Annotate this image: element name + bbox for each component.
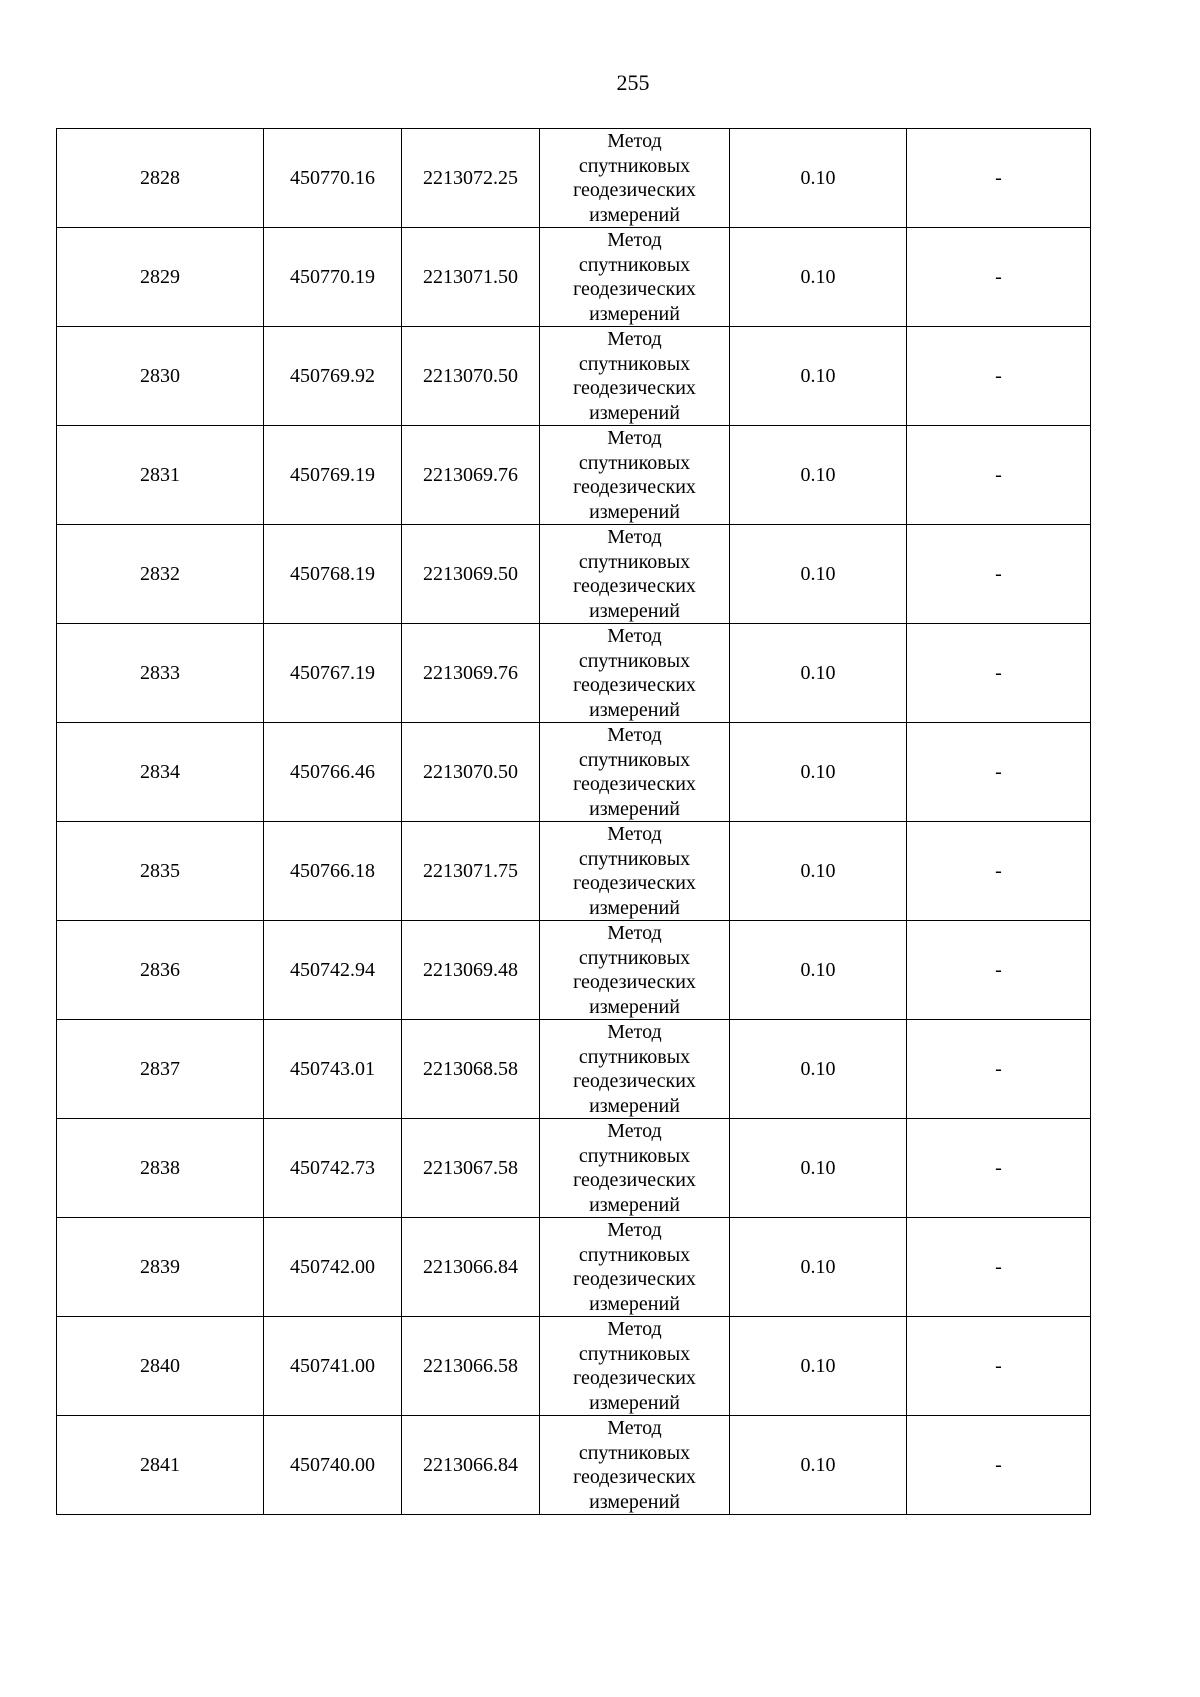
page-number: 255 [616, 70, 650, 95]
method-cell [540, 129, 730, 228]
table-row [57, 921, 1091, 1020]
method-line: геодезических [573, 476, 696, 498]
method-line: спутниковых [578, 253, 691, 276]
point-number-cell: 2831 [57, 426, 264, 525]
y-coordinate-cell: 2213072.25 [402, 129, 540, 228]
method-line: Метод [607, 130, 662, 152]
method-cell [540, 1416, 730, 1515]
table-row [57, 624, 1091, 723]
table-row [57, 723, 1091, 822]
method-line: Метод [607, 1219, 662, 1241]
method-line: геодезических [573, 1169, 696, 1191]
method-line: измерений [589, 302, 680, 325]
table-row [57, 822, 1091, 921]
accuracy-cell: 0.10 [730, 1119, 907, 1218]
method-cell [540, 822, 730, 921]
x-coordinate-cell: 450770.19 [264, 228, 402, 327]
accuracy-cell: 0.10 [730, 1317, 907, 1416]
method-cell [540, 1317, 730, 1416]
method-line: геодезических [573, 575, 696, 597]
method-line: спутниковых [578, 847, 691, 870]
y-coordinate-cell: 2213067.58 [402, 1119, 540, 1218]
accuracy-cell: 0.10 [730, 624, 907, 723]
x-coordinate-cell: 450743.01 [264, 1020, 402, 1119]
accuracy-cell: 0.10 [730, 921, 907, 1020]
method-line: спутниковых [578, 550, 691, 573]
method-line: геодезических [573, 1466, 696, 1488]
x-coordinate-cell: 450767.19 [264, 624, 402, 723]
table-row [57, 1317, 1091, 1416]
method-line: измерений [589, 797, 680, 820]
method-line: Метод [607, 328, 662, 350]
x-coordinate-cell: 450741.00 [264, 1317, 402, 1416]
point-number-cell: 2828 [57, 129, 264, 228]
method-line: спутниковых [578, 1441, 691, 1464]
x-coordinate-cell: 450769.19 [264, 426, 402, 525]
accuracy-cell: 0.10 [730, 822, 907, 921]
table-row [57, 1218, 1091, 1317]
method-line: измерений [589, 995, 680, 1018]
method-line: геодезических [573, 278, 696, 300]
method-cell [540, 228, 730, 327]
y-coordinate-cell: 2213071.50 [402, 228, 540, 327]
point-number-cell: 2839 [57, 1218, 264, 1317]
point-number-cell: 2835 [57, 822, 264, 921]
method-line: спутниковых [578, 748, 691, 771]
note-cell: - [907, 1218, 1091, 1317]
method-line: Метод [607, 625, 662, 647]
x-coordinate-cell: 450740.00 [264, 1416, 402, 1515]
method-line: Метод [607, 1417, 662, 1439]
note-cell: - [907, 1020, 1091, 1119]
note-cell: - [907, 723, 1091, 822]
note-cell: - [907, 1416, 1091, 1515]
accuracy-cell: 0.10 [730, 525, 907, 624]
accuracy-cell: 0.10 [730, 228, 907, 327]
method-line: спутниковых [578, 1045, 691, 1068]
note-cell: - [907, 228, 1091, 327]
method-line: спутниковых [578, 154, 691, 177]
note-cell: - [907, 624, 1091, 723]
accuracy-cell: 0.10 [730, 1020, 907, 1119]
method-line: измерений [589, 1490, 680, 1513]
y-coordinate-cell: 2213068.58 [402, 1020, 540, 1119]
method-line: измерений [589, 1292, 680, 1315]
y-coordinate-cell: 2213071.75 [402, 822, 540, 921]
method-line: геодезических [573, 1367, 696, 1389]
y-coordinate-cell: 2213069.48 [402, 921, 540, 1020]
point-number-cell: 2832 [57, 525, 264, 624]
table-row [57, 1020, 1091, 1119]
method-line: Метод [607, 922, 662, 944]
y-coordinate-cell: 2213066.84 [402, 1416, 540, 1515]
method-line: спутниковых [578, 1144, 691, 1167]
method-line: спутниковых [578, 1243, 691, 1266]
method-line: спутниковых [578, 451, 691, 474]
method-line: спутниковых [578, 649, 691, 672]
method-line: Метод [607, 229, 662, 251]
method-line: геодезических [573, 179, 696, 201]
method-line: измерений [589, 401, 680, 424]
method-line: измерений [589, 500, 680, 523]
note-cell: - [907, 1119, 1091, 1218]
point-number-cell: 2830 [57, 327, 264, 426]
accuracy-cell: 0.10 [730, 129, 907, 228]
method-line: геодезических [573, 1070, 696, 1092]
x-coordinate-cell: 450766.18 [264, 822, 402, 921]
method-line: Метод [607, 526, 662, 548]
y-coordinate-cell: 2213070.50 [402, 327, 540, 426]
note-cell: - [907, 129, 1091, 228]
method-line: спутниковых [578, 352, 691, 375]
y-coordinate-cell: 2213069.76 [402, 426, 540, 525]
method-cell [540, 723, 730, 822]
method-cell [540, 921, 730, 1020]
method-line: геодезических [573, 872, 696, 894]
method-line: Метод [607, 1318, 662, 1340]
method-cell [540, 426, 730, 525]
method-cell [540, 1218, 730, 1317]
method-line: Метод [607, 724, 662, 746]
point-number-cell: 2834 [57, 723, 264, 822]
method-line: измерений [589, 1391, 680, 1414]
method-line: измерений [589, 203, 680, 226]
point-number-cell: 2836 [57, 921, 264, 1020]
note-cell: - [907, 327, 1091, 426]
method-cell [540, 624, 730, 723]
y-coordinate-cell: 2213070.50 [402, 723, 540, 822]
accuracy-cell: 0.10 [730, 426, 907, 525]
point-number-cell: 2840 [57, 1317, 264, 1416]
table-row [57, 426, 1091, 525]
method-line: измерений [589, 896, 680, 919]
point-number-cell: 2833 [57, 624, 264, 723]
note-cell: - [907, 921, 1091, 1020]
method-line: геодезических [573, 773, 696, 795]
x-coordinate-cell: 450742.73 [264, 1119, 402, 1218]
coordinates-table [56, 128, 1091, 1515]
table-row [57, 129, 1091, 228]
table-row [57, 228, 1091, 327]
method-cell [540, 327, 730, 426]
method-line: спутниковых [578, 946, 691, 969]
x-coordinate-cell: 450742.00 [264, 1218, 402, 1317]
note-cell: - [907, 822, 1091, 921]
y-coordinate-cell: 2213066.84 [402, 1218, 540, 1317]
method-line: измерений [589, 1193, 680, 1216]
method-line: геодезических [573, 1268, 696, 1290]
accuracy-cell: 0.10 [730, 1416, 907, 1515]
method-line: Метод [607, 1120, 662, 1142]
method-cell [540, 1119, 730, 1218]
method-line: измерений [589, 698, 680, 721]
table-row [57, 1416, 1091, 1515]
method-line: Метод [607, 1021, 662, 1043]
method-line: геодезических [573, 377, 696, 399]
method-line: Метод [607, 823, 662, 845]
point-number-cell: 2829 [57, 228, 264, 327]
method-line: геодезических [573, 971, 696, 993]
note-cell: - [907, 426, 1091, 525]
point-number-cell: 2837 [57, 1020, 264, 1119]
table-row [57, 525, 1091, 624]
accuracy-cell: 0.10 [730, 1218, 907, 1317]
x-coordinate-cell: 450742.94 [264, 921, 402, 1020]
x-coordinate-cell: 450770.16 [264, 129, 402, 228]
x-coordinate-cell: 450768.19 [264, 525, 402, 624]
note-cell: - [907, 1317, 1091, 1416]
x-coordinate-cell: 450766.46 [264, 723, 402, 822]
table-row [57, 1119, 1091, 1218]
method-cell [540, 1020, 730, 1119]
method-line: спутниковых [578, 1342, 691, 1365]
point-number-cell: 2838 [57, 1119, 264, 1218]
y-coordinate-cell: 2213069.50 [402, 525, 540, 624]
table-body [57, 129, 1091, 1515]
method-line: измерений [589, 599, 680, 622]
method-line: измерений [589, 1094, 680, 1117]
y-coordinate-cell: 2213069.76 [402, 624, 540, 723]
table-row [57, 327, 1091, 426]
method-line: геодезических [573, 674, 696, 696]
method-cell [540, 525, 730, 624]
x-coordinate-cell: 450769.92 [264, 327, 402, 426]
y-coordinate-cell: 2213066.58 [402, 1317, 540, 1416]
accuracy-cell: 0.10 [730, 723, 907, 822]
point-number-cell: 2841 [57, 1416, 264, 1515]
method-line: Метод [607, 427, 662, 449]
note-cell: - [907, 525, 1091, 624]
accuracy-cell: 0.10 [730, 327, 907, 426]
